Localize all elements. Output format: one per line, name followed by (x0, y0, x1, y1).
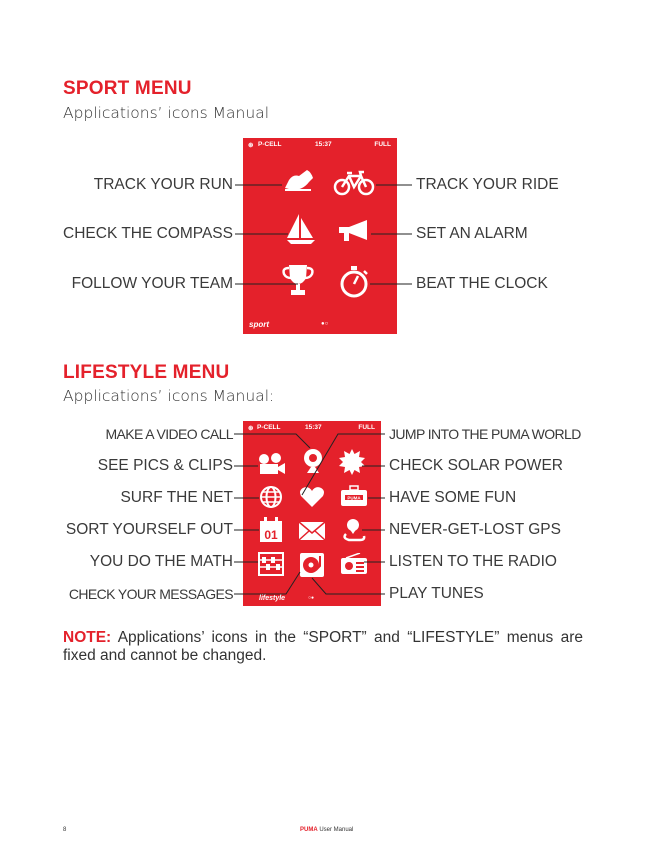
puma-logo-icon: ⊛ (248, 425, 254, 432)
label-listen-to-the-radio: LISTEN TO THE RADIO (389, 553, 557, 570)
battery-label: FULL (358, 424, 375, 431)
page-dots: ●○ (321, 321, 329, 327)
page-number: 8 (63, 827, 67, 833)
lifestyle-footer-label: lifestyle (259, 595, 286, 602)
clock-label: 15:37 (305, 424, 322, 431)
label-follow-your-team: FOLLOW YOUR TEAM (71, 275, 233, 292)
lifestyle-menu-title: LIFESTYLE MENU (63, 362, 230, 383)
label-make-a-video-call: MAKE A VIDEO CALL (105, 426, 233, 442)
label-sort-yourself-out: SORT YOURSELF OUT (65, 521, 233, 538)
sport-menu-subtitle: Applications’ icons Manual (63, 104, 269, 122)
label-set-an-alarm: SET AN ALARM (416, 225, 528, 242)
carrier-label: P-CELL (257, 424, 281, 431)
label-beat-the-clock: BEAT THE CLOCK (416, 275, 548, 292)
sport-footer-label: sport (249, 320, 269, 329)
label-track-your-run: TRACK YOUR RUN (93, 176, 233, 193)
label-have-some-fun: HAVE SOME FUN (389, 489, 517, 506)
calendar-day: 01 (264, 528, 278, 542)
label-track-your-ride: TRACK YOUR RIDE (416, 176, 559, 193)
carrier-label: P-CELL (258, 141, 282, 148)
label-check-solar-power: CHECK SOLAR POWER (389, 457, 563, 474)
label-check-the-compass: CHECK THE COMPASS (63, 225, 233, 242)
puma-logo-icon: ⊛ (248, 142, 254, 149)
label-never-get-lost-gps: NEVER-GET-LOST GPS (389, 521, 561, 538)
label-jump-into-the-puma-world: JUMP INTO THE PUMA WORLD (389, 426, 581, 442)
note-label: NOTE: (63, 629, 112, 646)
footer-brand: PUMA (300, 827, 318, 833)
label-check-your-messages: CHECK YOUR MESSAGES (68, 586, 233, 602)
lifestyle-menu-subtitle: Applications’ icons Manual: (63, 387, 275, 405)
label-you-do-the-math: YOU DO THE MATH (89, 553, 233, 570)
page-dots: ○● (308, 595, 315, 601)
svg-text:PUMA: PUMA (347, 495, 361, 501)
label-see-pics-clips: SEE PICS & CLIPS (97, 457, 233, 474)
footer-title (300, 827, 353, 833)
label-surf-the-net: SURF THE NET (120, 489, 233, 506)
note-paragraph (63, 629, 583, 665)
battery-label: FULL (374, 141, 391, 148)
clock-label: 15:37 (315, 141, 332, 148)
footer-doc: User Manual (317, 827, 354, 833)
label-play-tunes: PLAY TUNES (389, 585, 484, 602)
sport-menu-title: SPORT MENU (63, 78, 192, 99)
note-text: Applications’ icons in the “SPORT” and “LIFESTYLE” menus are fixed and cannot be changed. (63, 629, 583, 664)
